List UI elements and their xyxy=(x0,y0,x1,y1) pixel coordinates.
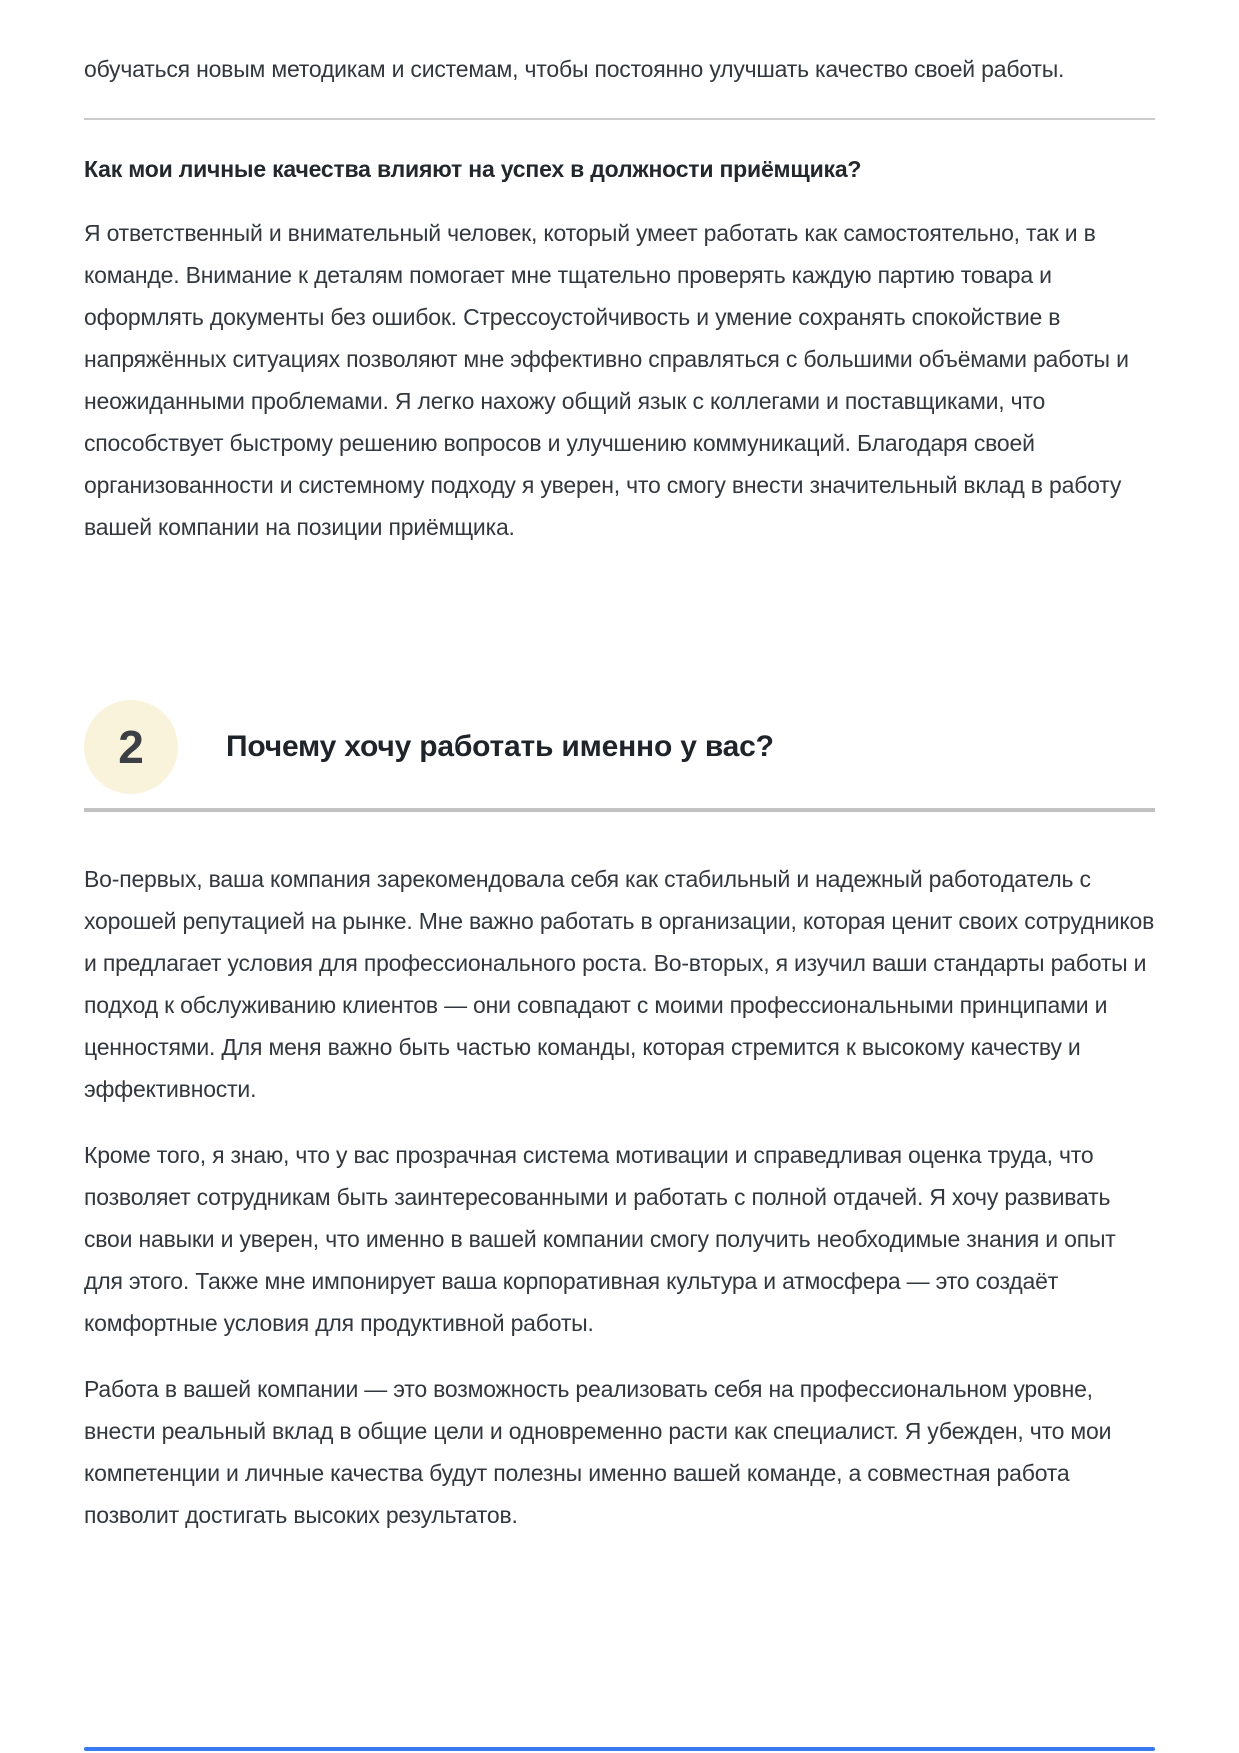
section-number: 2 xyxy=(118,721,144,773)
section2-paragraph-3: Работа в вашей компании — это возможность реализовать себя на профессиональном уровне, внести реальный вклад в общие цели и одновременно расти как специалист. Я убежден, что мои компетенции и личные качества будут полезны именно вашей команде, а совместная работа позволит достигать высоких результатов. xyxy=(84,1376,1112,1528)
section-number-badge xyxy=(84,700,178,794)
page-bottom-accent-line xyxy=(84,1747,1155,1751)
answer-paragraph: Я ответственный и внимательный человек, который умеет работать как самостоятельно, так и в команде. Внимание к деталям помогает мне тщательно проверять каждую партию товара и оформлять документы без ошибок. Стрессоустойчивость и умение сохранять спокойствие в напряжённых ситуациях позволяют мне эффективно справляться с большими объёмами работы и неожиданными проблемами. Я легко нахожу общий язык с коллегами и поставщиками, что способствует быстрому решению вопросов и улучшению коммуникаций. Благодаря своей организованности и системному подходу я уверен, что смогу внести значительный вклад в работу вашей компании на позиции приёмщика. xyxy=(84,220,1129,540)
section2-underline xyxy=(84,808,1155,812)
section2-header xyxy=(84,700,1155,794)
intro-paragraph: обучаться новым методикам и системам, чтобы постоянно улучшать качество своей работы. xyxy=(84,56,1065,82)
section2-paragraph-2: Кроме того, я знаю, что у вас прозрачная система мотивации и справедливая оценка труда, что позволяет сотрудникам быть заинтересованными и работать с полной отдачей. Я хочу развивать свои навыки и уверен, что именно в вашей компании смогу получить необходимые знания и опыт для этого. Также мне импонирует ваша корпоративная культура и атмосфера — это создаёт комфортные условия для продуктивной работы. xyxy=(84,1142,1116,1336)
question-heading: Как мои личные качества влияют на успех в должности приёмщика? xyxy=(84,156,862,182)
section-divider xyxy=(84,118,1155,120)
section2-title: Почему хочу работать именно у вас? xyxy=(226,730,774,763)
section2-paragraph-1: Во-первых, ваша компания зарекомендовала себя как стабильный и надежный работодатель с хорошей репутацией на рынке. Мне важно работать в организации, которая ценит своих сотрудников и предлагает условия для профессионального роста. Во-вторых, я изучил ваши стандарты работы и подход к обслуживанию клиентов — они совпадают с моими профессиональными принципами и ценностями. Для меня важно быть частью команды, которая стремится к высокому качеству и эффективности. xyxy=(84,866,1155,1102)
